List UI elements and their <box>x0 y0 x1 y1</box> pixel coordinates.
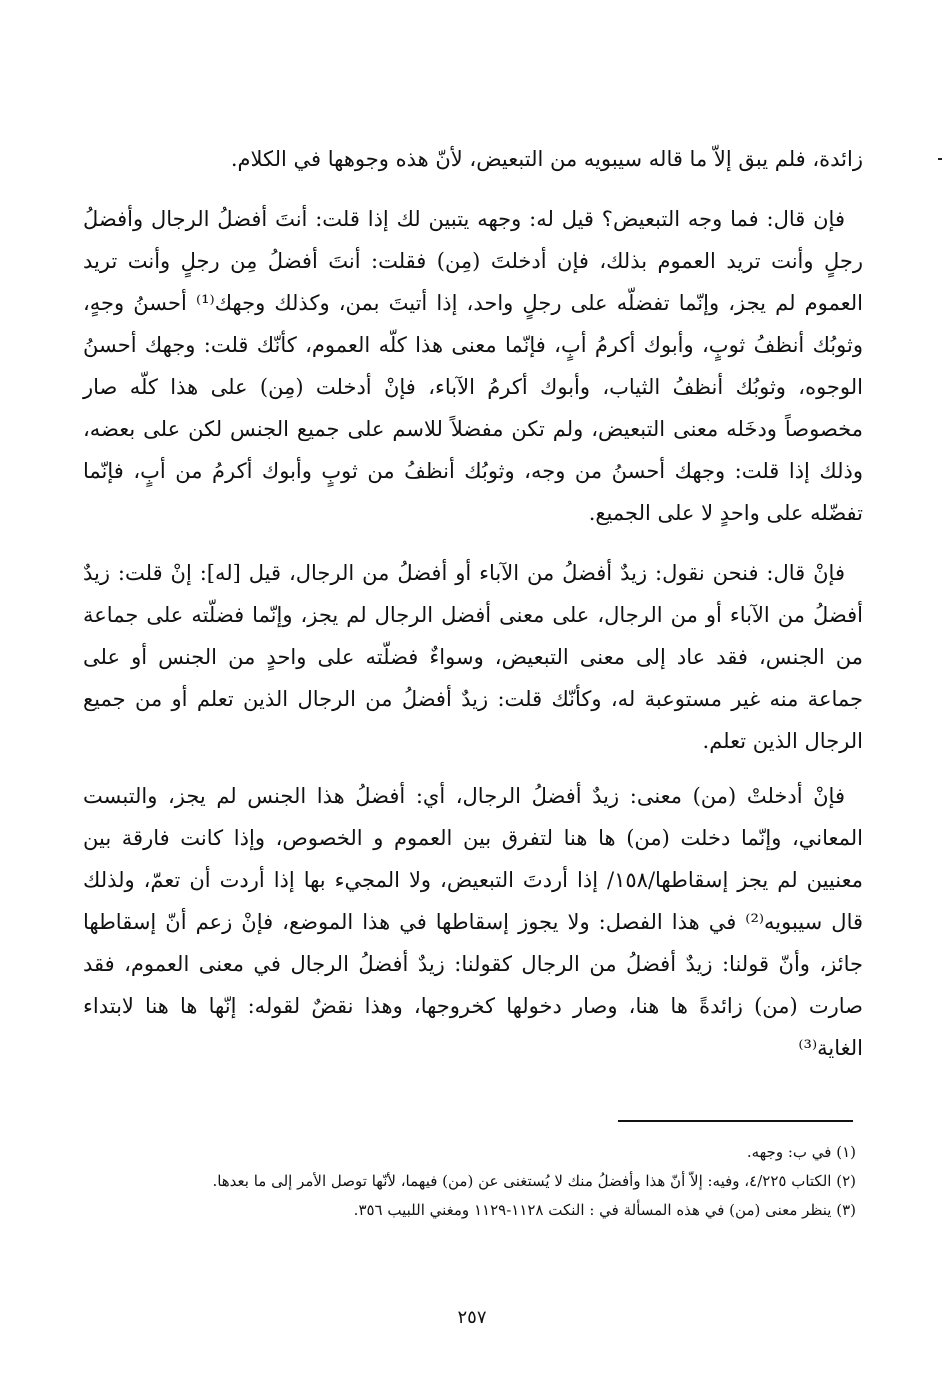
page-number: ٢٥٧ <box>457 1307 487 1328</box>
footnote-divider <box>618 1120 853 1122</box>
paragraph-text: فإنْ قال: فنحن نقول: زيدٌ أفضلُ من الآباء أو أفضلُ من الرجال، قيل [له]: إنْ قلت: زيدٌ أفضلُ من الآباء أو من الرجال، على معنى أفضل الرجال لم يجز، وإنّما فضلّته على جماعة من الجنس، فقد عاد إلى معنى التبعيض، وسواءٌ فضلّته على واحدٍ من الجنس أو على جماعة منه غير مستوعبة له، وكأنّك قلت: زيدٌ أفضلُ من الرجال الذين تعلم أو من جميع الرجال الذين تعلم. <box>83 561 863 753</box>
body-paragraph-continuation <box>83 138 863 180</box>
margin-mark <box>938 158 942 160</box>
body-paragraph-3 <box>83 552 863 762</box>
body-paragraph-4 <box>83 775 863 1069</box>
paragraph-text: زائدة، فلم يبق إلاّ ما قاله سيبويه من التبعيض، لأنّ هذه وجوهها في الكلام. <box>230 147 863 171</box>
footnote-1: (١) في ب: وجهه. <box>746 1143 856 1161</box>
footnotes <box>80 1138 856 1225</box>
footnote-2: (٢) الكتاب ٤/٢٢٥، وفيه: إلاّ أنّ هذا وأفضلُ منك لا يُستغنى عن (من) فيهما، لأنّها توصل الأمر إلى ما بعدها. <box>212 1172 856 1190</box>
paragraph-text: فإنْ أدخلتْ (من) معنى: زيدٌ أفضلُ الرجال، أي: أفضلُ هذا الجنس لم يجز، والتبست المعاني، وإنّما دخلت (من) ها هنا لتفرق بين العموم و الخصوص، وإذا كانت فارقة بين معنيين لم يجز إسقاطها/١٥٨/ إذا أردتَ التبعيض، ولا المجيء بها إذا أردت أن تعمّ، ولذلك قال سيبويه⁽²⁾ في هذا الفصل: ولا يجوز إسقاطها في هذا الموضع، فإنْ زعم أنّ إسقاطها جائز، وأنّ قولنا: زيدٌ أفضلُ من الرجال كقولنا: زيدٌ أفضلُ الرجال في معنى العموم، فقد صارت (من) زائدةً ها هنا، وصار دخولها كخروجها، وهذا نقضٌ لقوله: إنّها ها هنا لابتداء الغاية⁽³⁾ <box>83 784 864 1060</box>
paragraph-text: فإن قال: فما وجه التبعيض؟ قيل له: وجهه يتبين لك إذا قلت: أنتَ أفضلُ الرجال وأفضلُ رجلٍ وأنت تريد العموم بذلك، فإن أدخلتَ (مِن) فقلت: أنتَ أفضلُ مِن رجلٍ وأنت تريد العموم لم يجز، وإنّما تفضلّه على رجلٍ واحد، إذا أتيتَ بمن، وكذلك وجهك⁽¹⁾ أحسنُ وجهٍ، وثوبُك أنظفُ ثوبٍ، وأبوك أكرمُ أبٍ، فإنّما معنى هذا كلّه العموم، كأنّك قلت: وجهك أحسنُ الوجوه، وثوبُك أنظفُ الثياب، وأبوك أكرمُ الآباء، فإنْ أدخلت (مِن) على هذا كلّه صار مخصوصاً ودخَله معنى التبعيض، ولم تكن مفضلاً للاسم على جميع الجنس لكن على بعضه، وذلك إذا قلت: وجهك أحسنُ من وجه، وثوبُك أنظفُ من ثوبٍ وأبوك أكرمُ من أبٍ، فإنّما تفضّله على واحدٍ لا على الجميع. <box>83 207 863 525</box>
body-paragraph-2 <box>83 198 863 534</box>
footnote-3: (٣) ينظر معنى (من) في هذه المسألة في : النكت ١١٢٨-١١٢٩ ومغني اللبيب ٣٥٦. <box>353 1201 856 1219</box>
